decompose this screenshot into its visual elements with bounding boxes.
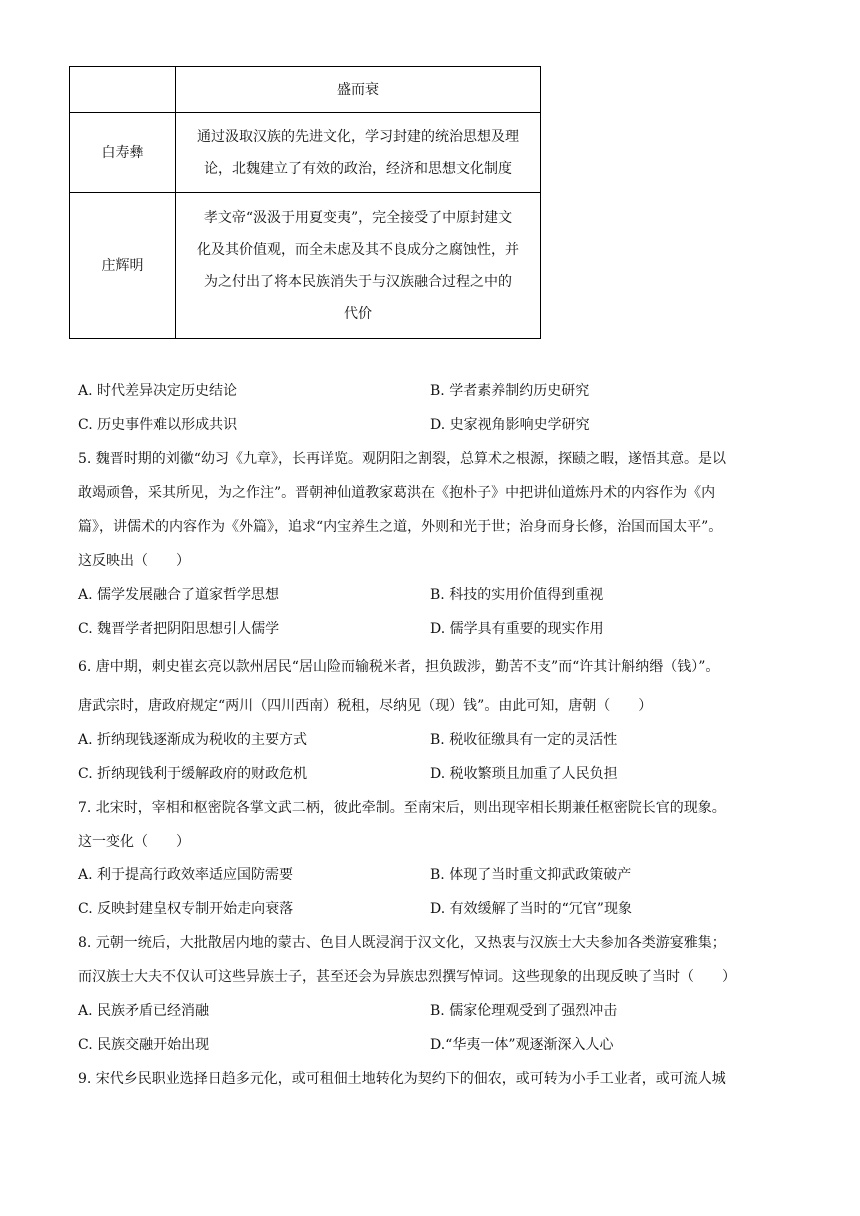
q7-option-d[interactable]: D. 有效缓解了当时的“冗官”现象 [430,901,632,917]
q6-stem-line: 唐武宗时，唐政府规定“两川（四川西南）税租，尽纳见（现）钱”。由此可知，唐朝（ ） [78,698,653,714]
view-line: 化及其价值观，而全未虑及其不良成分之腐蚀性，并 [197,241,519,258]
q6-option-d[interactable]: D. 税收繁琐且加重了人民负担 [430,766,618,782]
q9-stem-line: 9. 宋代乡民职业选择日趋多元化，或可租佃土地转化为契约下的佃农，或可转为小手工业者，或可流人城 [78,1071,726,1087]
historian-comparison-table [69,66,541,339]
q7-option-a[interactable]: A. 利于提高行政效率适应国防需要 [78,867,294,883]
view-line: 通过汲取汉族的先进文化，学习封建的统治思想及理 [197,128,519,145]
q8-option-b[interactable]: B. 儒家伦理观受到了强烈冲击 [430,1003,618,1019]
q5-stem-line: 这反映出（ ） [78,553,190,569]
historian-name: 白寿彝 [70,113,176,193]
view-line: 论，北魏建立了有效的政治，经济和思想文化制度 [204,160,512,177]
q6-stem-line: 6. 唐中期，刺史崔玄亮以款州居民“居山险而输税米者，担负跋涉，勤苦不支”而“许其计斛纳缗（钱）”。 [78,659,720,675]
q8-options-row-1 [78,994,798,1028]
table-row [70,113,541,193]
q8-options-row-2 [78,1028,798,1062]
q4-option-b[interactable]: B. 学者素养制约历史研究 [430,383,590,399]
q5-option-a[interactable]: A. 儒学发展融合了道家哲学思想 [78,587,280,603]
q6-option-b[interactable]: B. 税收征缴具有一定的灵活性 [430,732,618,748]
table-header-empty-cell [70,67,176,113]
q5-options-row-1 [78,578,798,612]
q5-option-d[interactable]: D. 儒学具有重要的现实作用 [430,621,604,637]
view-line: 为之付出了将本民族消失于与汉族融合过程之中的 [204,273,512,290]
historian-view [176,113,541,193]
q8-option-c[interactable]: C. 民族交融开始出现 [78,1037,210,1053]
q6-option-c[interactable]: C. 折纳现钱利于缓解政府的财政危机 [78,766,308,782]
q4-option-a[interactable]: A. 时代差异决定历史结论 [78,383,238,399]
q5-option-b[interactable]: B. 科技的实用价值得到重视 [430,587,604,603]
table-header-cell: 盛而衰 [176,67,541,113]
q6-options-row-1 [78,723,798,757]
q5-stem-line: 5. 魏晋时期的刘徽“幼习《九章》，长再详览。观阴阳之割裂，总算术之根源，探赜之暇，遂悟其意。是以 [78,451,726,467]
q6-option-a[interactable]: A. 折纳现钱逐渐成为税收的主要方式 [78,732,308,748]
q5-stem-line: 篇》，讲儒术的内容作为《外篇》，追求“内宝养生之道，外则和光于世；治身而身长修，治国而国太平”。 [78,519,723,535]
q7-stem-line: 7. 北宋时，宰相和枢密院各掌文武二柄，彼此牵制。至南宋后，则出现宰相长期兼任枢密院长官的现象。 [78,800,726,816]
q8-option-a[interactable]: A. 民族矛盾已经消融 [78,1003,210,1019]
q7-stem-line: 这一变化（ ） [78,834,190,850]
q5-options-row-2 [78,612,798,646]
q7-options-row-2 [78,892,798,926]
q8-stem-line: 而汉族士大夫不仅认可这些异族士子，甚至还会为异族忠烈撰写悼词。这些现象的出现反映了当时（ ） [78,969,736,985]
view-line: 孝文帝“汲汲于用夏变夷”，完全接受了中原封建文 [203,209,513,226]
table-row [70,193,541,339]
q7-option-c[interactable]: C. 反映封建皇权专制开始走向衰落 [78,901,294,917]
historian-name: 庄辉明 [70,193,176,339]
q7-options-row-1 [78,858,798,892]
q6-options-row-2 [78,757,798,791]
q4-option-d[interactable]: D. 史家视角影响史学研究 [430,417,590,433]
q5-stem-line: 敢竭顽鲁，采其所见，为之作注”。晋朝神仙道教家葛洪在《抱朴子》中把讲仙道炼丹术的内容作为《内 [78,485,716,501]
q8-stem-line: 8. 元朝一统后，大批散居内地的蒙古、色目人既浸润于汉文化，又热衷与汉族士大夫参加各类游宴雅集； [78,935,726,951]
q4-option-c[interactable]: C. 历史事件难以形成共识 [78,417,238,433]
q7-option-b[interactable]: B. 体现了当时重文抑武政策破产 [430,867,632,883]
q4-options-row-1 [78,374,798,408]
q8-option-d[interactable]: D.“华夷一体”观逐渐深入人心 [430,1037,614,1053]
view-line: 代价 [344,305,372,322]
q4-options-row-2 [78,408,798,442]
q5-option-c[interactable]: C. 魏晋学者把阴阳思想引人儒学 [78,621,280,637]
table-header-row [70,67,541,113]
historian-view [176,193,541,339]
